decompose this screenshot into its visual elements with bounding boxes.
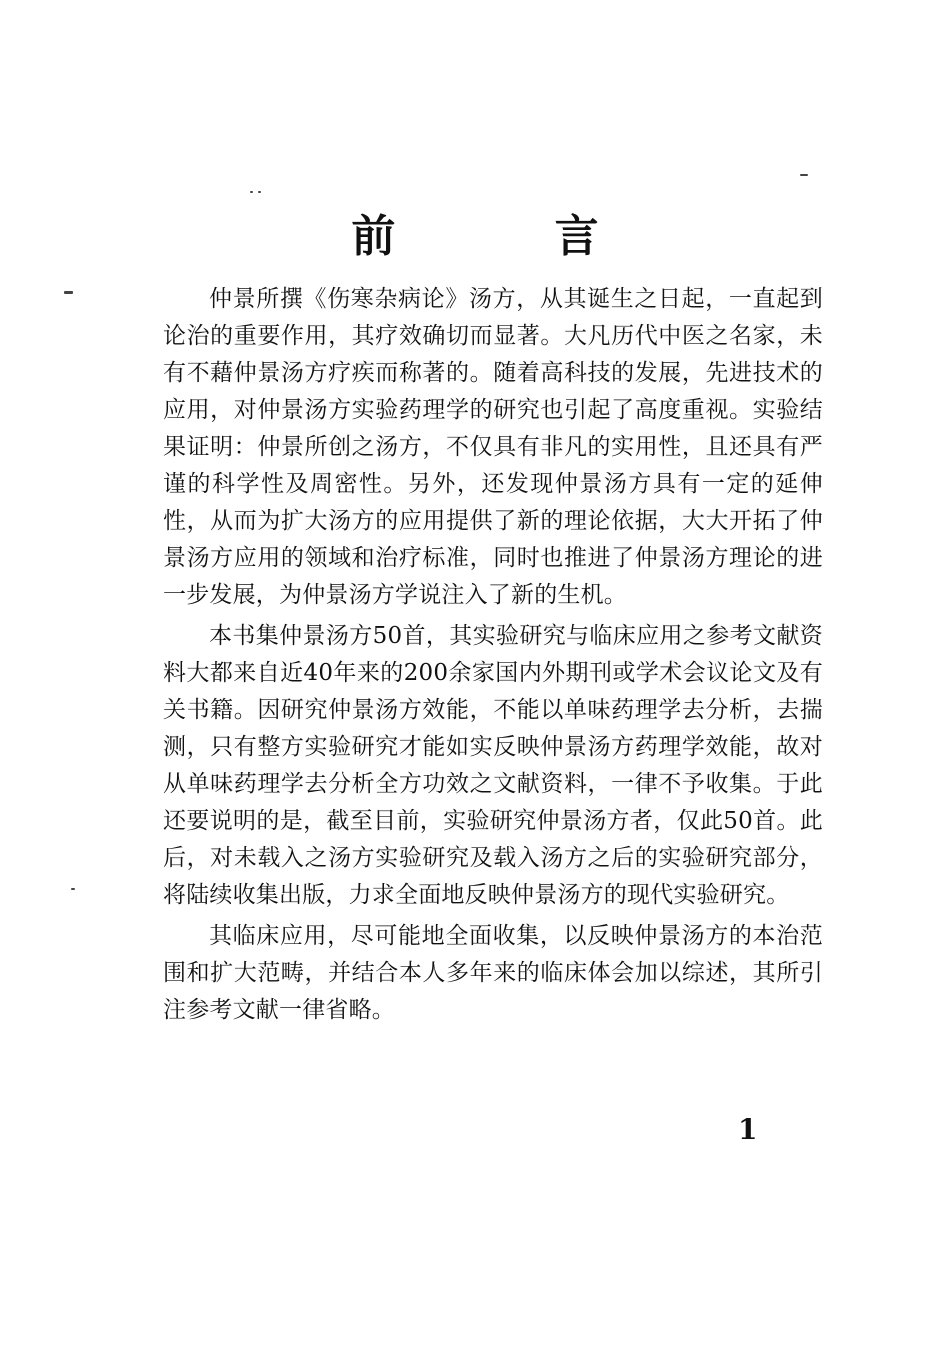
paragraph-book-scope: 本书集仲景汤方50首，其实验研究与临床应用之参考文献资料大都来自近40年来的200余家国内外期刊或学术会议论文及有关书籍。因研究仲景汤方效能，不能以单味药理学去分析，去揣测，只有整方实验研究才能如实反映仲景汤方药理学效能，故对从单味药理学去分析全方功效之文献资料，一律不予收集。于此还要说明的是，截至目前，实验研究仲景汤方者，仅此50首。此后，对未载入之汤方实验研究及载入汤方之后的实验研究部分，将陆续收集出版，力求全面地反映仲景汤方的现代实验研究。 bbox=[163, 623, 823, 908]
scan-speck bbox=[258, 191, 261, 193]
paragraph-intro: 仲景所撰《伤寒杂病论》汤方，从其诞生之日起，一直起到论治的重要作用，其疗效确切而显著。大凡历代中医之名家，未有不藉仲景汤方疗疾而称著的。随着高科技的发展，先进技术的应用，对仲景汤方实验药理学的研究也引起了高度重视。实验结果证明：仲景所创之汤方，不仅具有非凡的实用性，且还具有严谨的科学性及周密性。另外，还发现仲景汤方具有一定的延伸性，从而为扩大汤方的应用提供了新的理论依据，大大开拓了仲景汤方应用的领域和治疗标准，同时也推进了仲景汤方理论的进一步发展，为仲景汤方学说注入了新的生机。 bbox=[163, 286, 823, 608]
page-number: 1 bbox=[738, 1113, 758, 1146]
scan-speck bbox=[71, 888, 75, 890]
page-title: 前 言 bbox=[351, 211, 671, 263]
body-text bbox=[163, 281, 823, 1033]
paragraph-clinical: 其临床应用，尽可能地全面收集，以反映仲景汤方的本治范围和扩大范畴，并结合本人多年来的临床体会加以综述，其所引注参考文献一律省略。 bbox=[163, 923, 823, 1023]
scan-speck bbox=[250, 191, 253, 193]
scan-speck bbox=[800, 174, 808, 176]
scan-speck bbox=[64, 291, 73, 294]
